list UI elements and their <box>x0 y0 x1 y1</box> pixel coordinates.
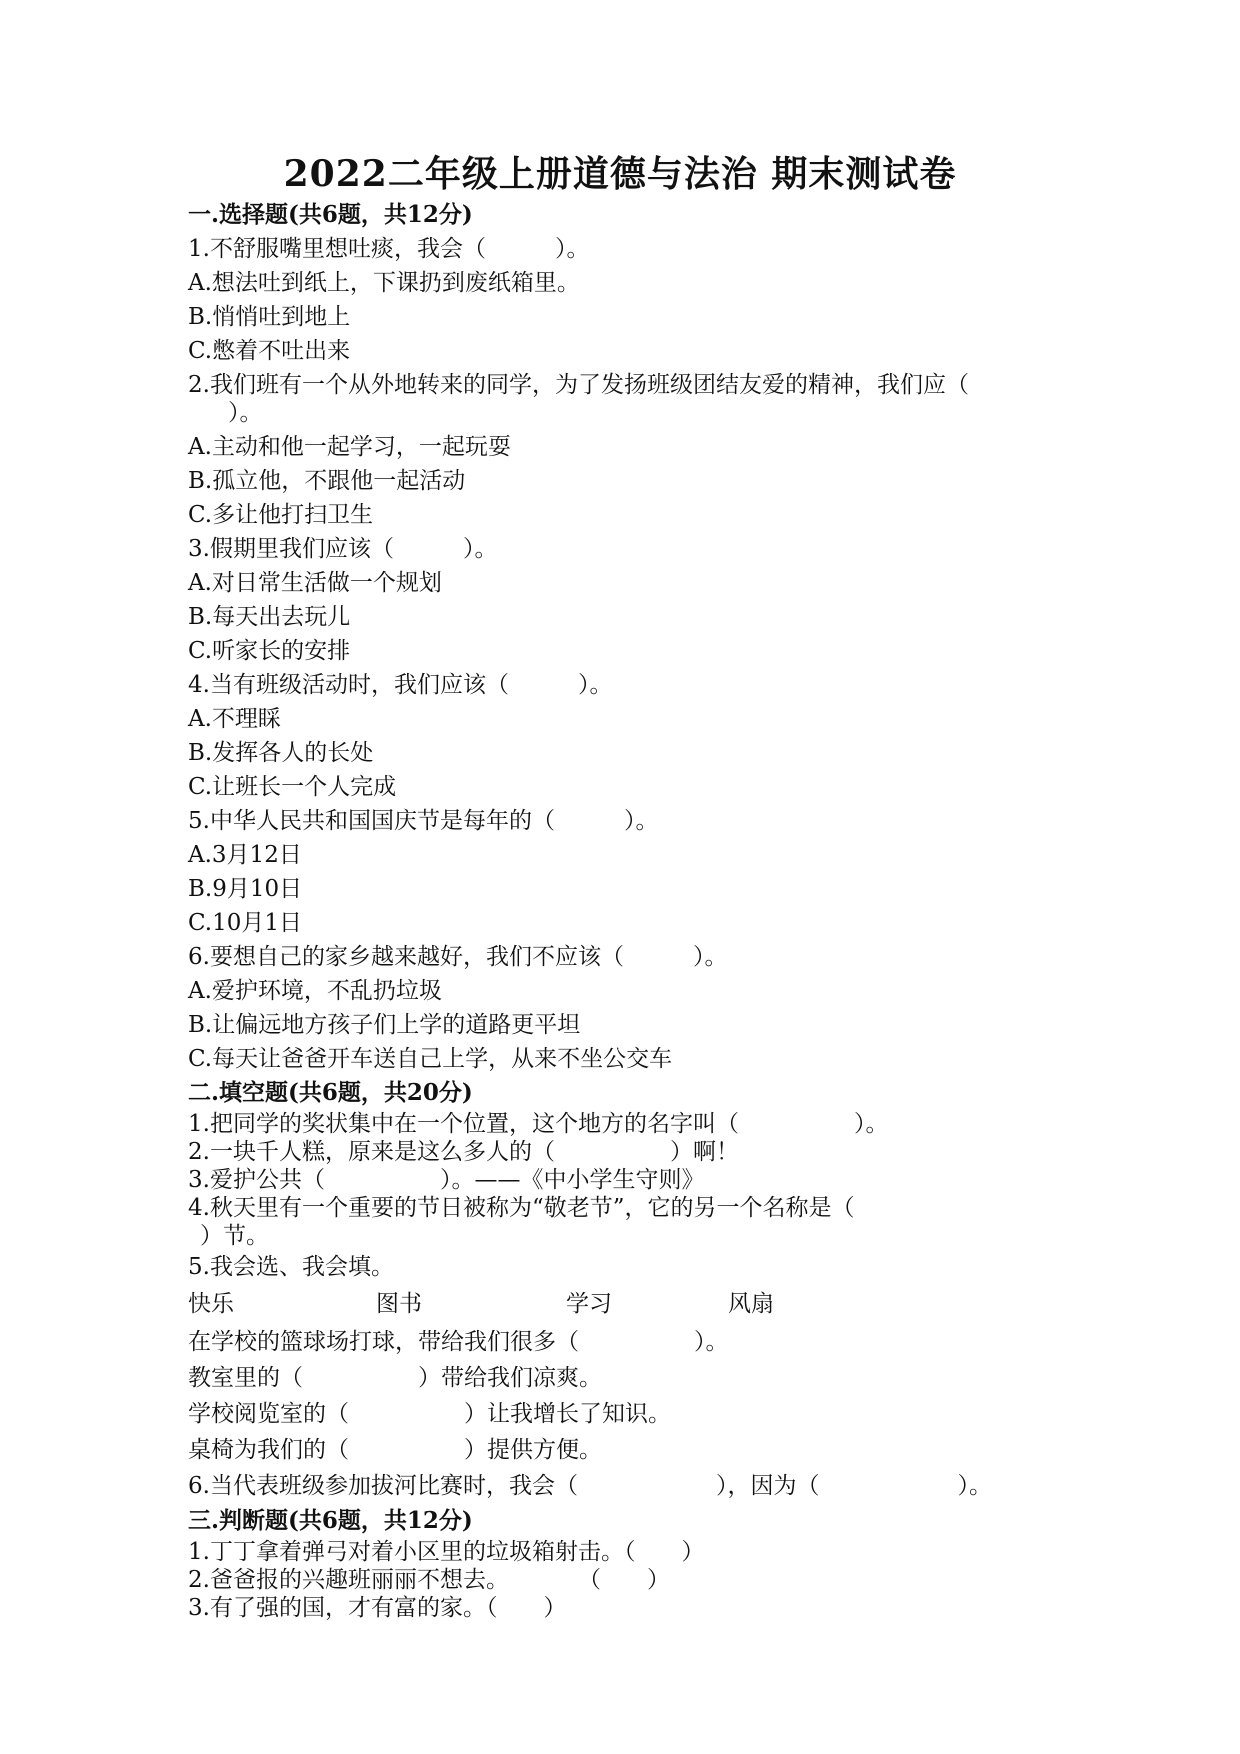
fill-question-6: 6.当代表班级参加拔河比赛时，我会（ ），因为（ ）。 <box>188 1473 992 1499</box>
question-1-option-a: A.想法吐到纸上，下课扔到废纸箱里。 <box>188 270 580 296</box>
word-bank <box>188 1284 1068 1324</box>
question-6-option-b: B.让偏远地方孩子们上学的道路更平坦 <box>188 1012 581 1038</box>
question-2-option-b: B.孤立他，不跟他一起活动 <box>188 468 466 494</box>
judge-question-3: 3.有了强的国，才有富的家。（ ） <box>188 1595 567 1621</box>
exam-content <box>188 198 1068 1622</box>
fill-question-5: 5.我会选、我会填。 <box>188 1254 394 1280</box>
page-title: 2022二年级上册道德与法治 期末测试卷 <box>283 153 957 195</box>
word-bank-option: 风扇 <box>728 1291 774 1317</box>
question-6-option-c: C.每天让爸爸开车送自己上学，从来不坐公交车 <box>188 1046 673 1072</box>
question-3-option-b: B.每天出去玩儿 <box>188 604 351 630</box>
judge-question-2: 2.爸爸报的兴趣班丽丽不想去。 （ ） <box>188 1567 670 1593</box>
question-5-option-b: B.9月10日 <box>188 876 303 902</box>
word-bank-option: 图书 <box>376 1291 422 1317</box>
fill-question-4-cont: ）节。 <box>200 1223 269 1249</box>
fill-sentence: 在学校的篮球场打球，带给我们很多（ ）。 <box>188 1329 729 1355</box>
question-1-stem: 1.不舒服嘴里想吐痰，我会（ ）。 <box>188 236 590 262</box>
question-2-stem-line1: 2.我们班有一个从外地转来的同学，为了发扬班级团结友爱的精神，我们应（ <box>188 372 969 398</box>
fill-question-2: 2.一块千人糕，原来是这么多人的（ ）啊！ <box>188 1139 739 1165</box>
question-2-option-c: C.多让他打扫卫生 <box>188 502 374 528</box>
question-5-stem: 5.中华人民共和国国庆节是每年的（ ）。 <box>188 808 659 834</box>
fill-question-3: 3.爱护公共（ ）。——《中小学生守则》 <box>188 1167 705 1193</box>
section-choice-heading: 一.选择题(共6题，共12分) <box>188 201 473 228</box>
word-bank-option: 学习 <box>566 1291 612 1317</box>
judge-question-1: 1.丁丁拿着弹弓对着小区里的垃圾箱射击。（ ） <box>188 1539 705 1565</box>
question-2-option-a: A.主动和他一起学习，一起玩耍 <box>188 434 511 460</box>
question-4-option-a: A.不理睬 <box>188 706 281 732</box>
question-6-option-a: A.爱护环境，不乱扔垃圾 <box>188 978 442 1004</box>
question-2-stem-line2: ）。 <box>228 400 263 426</box>
question-2-stem <box>188 368 1068 430</box>
fill-sentence: 学校阅览室的（ ）让我增长了知识。 <box>188 1401 671 1427</box>
question-1-option-c: C.憋着不吐出来 <box>188 338 351 364</box>
question-3-stem: 3.假期里我们应该（ ）。 <box>188 536 498 562</box>
question-5-option-a: A.3月12日 <box>188 842 302 868</box>
fill-question-4: 4.秋天里有一个重要的节日被称为“敬老节”，它的另一个名称是（ <box>188 1195 855 1221</box>
question-1-option-b: B.悄悄吐到地上 <box>188 304 351 330</box>
question-4-option-c: C.让班长一个人完成 <box>188 774 397 800</box>
question-6-stem: 6.要想自己的家乡越来越好，我们不应该（ ）。 <box>188 944 728 970</box>
fill-question-1: 1.把同学的奖状集中在一个位置，这个地方的名字叫（ ）。 <box>188 1111 889 1137</box>
question-4-stem: 4.当有班级活动时，我们应该（ ）。 <box>188 672 613 698</box>
fill-sentence: 教室里的（ ）带给我们凉爽。 <box>188 1365 602 1391</box>
section-judge-heading: 三.判断题(共6题，共12分) <box>188 1507 473 1534</box>
word-bank-option: 快乐 <box>188 1291 234 1317</box>
fill-sentence: 桌椅为我们的（ ）提供方便。 <box>188 1437 602 1463</box>
question-3-option-c: C.听家长的安排 <box>188 638 351 664</box>
question-3-option-a: A.对日常生活做一个规划 <box>188 570 442 596</box>
question-5-option-c: C.10月1日 <box>188 910 302 936</box>
section-fill-heading: 二.填空题(共6题，共20分) <box>188 1079 473 1106</box>
question-4-option-b: B.发挥各人的长处 <box>188 740 374 766</box>
